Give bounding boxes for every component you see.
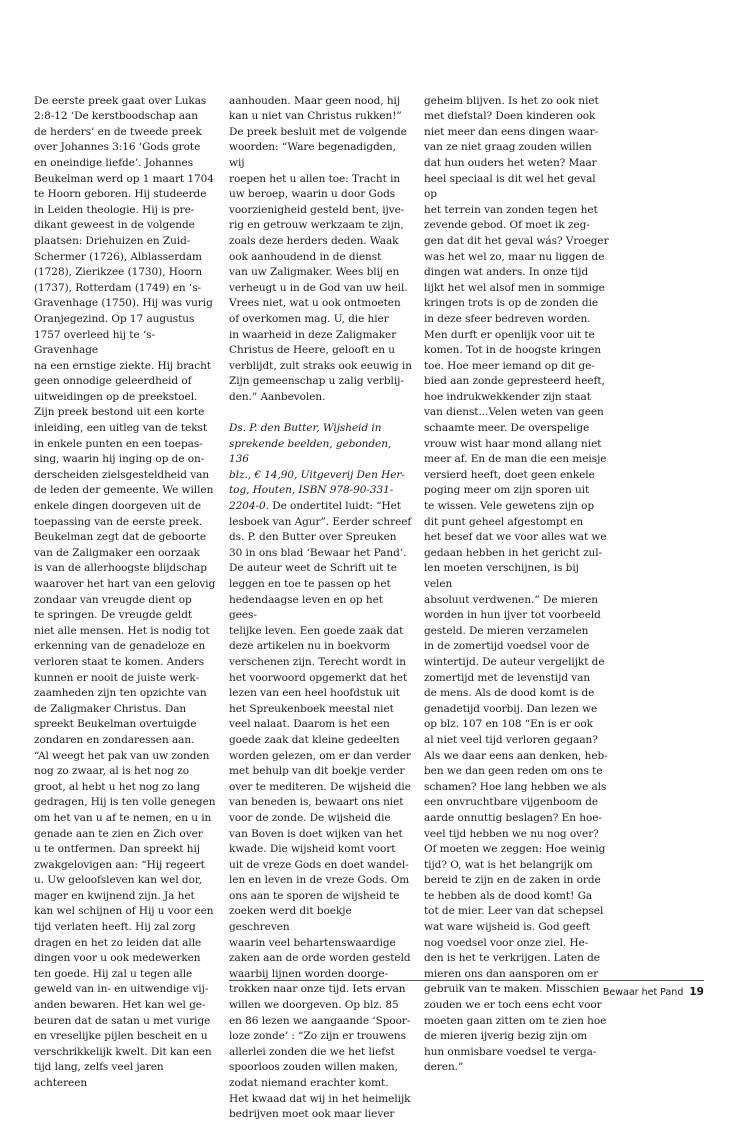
text-column-1 bbox=[34, 78, 219, 1107]
book-review-paragraph: De ondertitel luidt: “Het lesboek van Agur”. Eerder schreef ds. P. den Butter over Spreuken 30 in ons blad ‘Bewaar het Pand’. De auteur weet de Schrift uit te leggen en toe te passen op het hedendaagse leven en op het gees- telijke leven. Een goede zaak dat deze artikelen nu in boekvorm verschenen zijn. Terecht wordt in het voorwoord opgemerkt dat het lezen van een heel hoofdstuk uit het Spreukenboek meestal niet veel nalaat. Daarom is het een goede zaak dat kleine gedeelten worden gelezen, om er dan verder met behulp van dit boekje verder over te mediteren. De wijsheid die van beneden is, bewaart ons niet voor de zonde. De wijsheid die van Boven is doet wijken van het kwade. Die wijsheid komt voort uit de vreze Gods en doet wandel- len en leven in de vreze Gods. Om ons aan te sporen de wijsheid te zoeken werd dit boekje geschreven waarin veel behartenswaardige zaken aan de orde worden gesteld waarbij lijnen worden doorge- trokken naar onze tijd. Iets ervan willen we doorgeven. Op blz. 85 en 86 lezen we aangaande ‘Spoor- loze zonde’ : “Zo zijn er trouwens allerlei zonden die we het liefst spoorloos zouden willen maken, zodat niemand erachter komt. Het kwaad dat wij in het heimelijk bedrijven moet ook maar liever bbox=[229, 500, 412, 1121]
publication-name: Bewaar het Pand bbox=[602, 987, 684, 998]
text-column-3 bbox=[424, 78, 609, 1092]
footer-rule bbox=[229, 980, 704, 981]
text-column-2 bbox=[229, 78, 414, 1138]
page-footer bbox=[603, 986, 704, 998]
preek-conclusion-paragraph: aanhouden. Maar geen nood, hij kan u niet van Christus rukken!” De preek besluit met de volgende woorden: “Ware begenadigden, wij roepen het u allen toe: Tracht in uw beroep, waarin u door Gods voorzienigheid gesteld bent, ijve- rig en getrouw werkzaam te zijn, zoals deze herders deden. Waak ook aanhoudend in de dienst van uw Zaligmaker. Wees blij en verheugt u in de God van uw heil. Vrees niet, wat u ook ontmoeten of overkomen mag. U, die hier in waarheid in deze Zaligmaker Christus de Heere, gelooft en u verblijdt, zult straks ook eeuwig in Zijn gemeenschap u zalig verblij- den.” Aanbevolen. bbox=[229, 94, 412, 403]
column-2-text bbox=[229, 94, 414, 1123]
book-reference: Ds. P. den Butter, Wijsheid in sprekende beelden, gebonden, 136 blz., € 14,90, Uitgeverij Den Her- tog, Houten, ISBN 978-90-331- 2204-0. bbox=[229, 422, 405, 513]
column-1-text: De eerste preek gaat over Lukas 2:8-12 ‘De kerstboodschap aan de herders’ en de tweede preek over Johannes 3:16 ‘Gods grote en oneindige liefde’. Johannes Beukelman werd op 1 maart 1704 te Hoorn geboren. Hij studeerde in Leiden theologie. Hij is pre- dikant geweest in de volgende plaatsen: Driehuizen en Zuid- Schermer (1726), Alblasserdam (1728), Zierikzee (1730), Hoorn (1737), Rotterdam (1749) en ‘s- Gravenhage (1750). Hij was vurig Oranjegezind. Op 17 augustus 1757 overleed hij te ‘s- Gravenhage na een ernstige ziekte. Hij bracht geen onnodige geleerdheid of uitweidingen op de preekstoel. Zijn preek bestond uit een korte inleiding, een uitleg van de tekst in enkele punten en een toepas- sing, waarin hij inging op de on- derscheiden zielsgesteldheid van de leden der gemeente. We willen enkele dingen doorgeven uit de toepassing van de eerste preek. Beukelman zegt dat de geboorte van de Zaligmaker een oorzaak is van de allerhoogste blijdschap waarover het hart van een gelovig zondaar van vreugde dient op te springen. De vreugde geldt niet alle mensen. Het is nodig tot erkenning van de genadeloze en verloren staat te komen. Anders kunnen er nooit de juiste werk- zaamheden zijn ten opzichte van de Zaligmaker Christus. Dan spreekt Beukelman overtuigde zondaren en zondaressen aan. “Al weegt het pak van uw zonden nog zo zwaar, al is het nog zo groot, al hebt u het nog zo lang gedragen, Hij is ten volle genegen om het van u af te nemen, en u in genade aan te zien en Zich over u te ontfermen. Dan spreekt hij zwakgelovigen aan: “Hij regeert u. Uw geloofsleven kan wel dor, mager en kwijnend zijn. Ja het kan wel schijnen of Hij u voor een tijd verlaten heeft. Hij zal zorg dragen en het zo leiden dat alle dingen voor u ook medewerken ten goede. Hij zal u tegen alle geweld van in- en uitwendige vij- anden bewaren. Het kan wel ge- beuren dat de satan u met vurige en vreselijke pijlen bescheit en u verschrikkelijk kwelt. Dit kan een tijd lang, zelfs veel jaren achtereen bbox=[34, 94, 216, 1089]
page-number: 19 bbox=[689, 986, 704, 998]
column-3-text: geheim blijven. Is het zo ook niet met diefstal? Doen kinderen ook niet meer dan eens dingen waar- van ze niet graag zouden willen dat hun ouders het weten? Maar heel speciaal is dit wel het geval op het terrein van zonden tegen het zevende gebod. Of moet ik zeg- gen dat dit het geval wás? Vroeger was het wel zo, maar nu liggen de dingen wat anders. In onze tijd lijkt het wel alsof men in sommige kringen trots is op de zonden die in deze sfeer bedreven worden. Men durft er openlijk voor uit te komen. Tot in de hoogste kringen toe. Hoe meer iemand op dit ge- bied aan zonde gepresteerd heeft, hoe indrukwekkender zijn staat van dienst...Velen weten van geen schaamte meer. De overspelige vrouw wist haar mond allang niet meer af. En de man die een meisje versierd heeft, doet geen enkele poging meer om zijn sporen uit te wissen. Vele gewetens zijn op dit punt geheel afgestompt en het besef dat we voor alles wat we gedaan hebben in het gericht zul- len moeten verschijnen, is bij velen absoluut verdwenen.” De mieren worden in hun ijver tot voorbeeld gesteld. De mieren verzamelen in de zomertijd voedsel voor de wintertijd. De auteur vergelijkt de zomertijd met de levenstijd van de mens. Als de dood komt is de genadetijd voorbij. Dan lezen we op blz. 107 en 108 “En is er ook al niet veel tijd verloren gegaan? Als we daar eens aan denken, heb- ben we dan geen reden om ons te schamen? Hoe lang hebben we als een onvruchtbare vijgenboom de aarde onnuttig beslagen? En hoe- veel tijd hebben we nu nog over? Of moeten we zeggen: Hoe weinig tijd? O, wat is het belangrijk om bereid te zijn en de zaken in orde te hebben als de dood komt! Ga tot de mier. Leer van dat schepsel wat ware wijsheid is. God geeft nog voedsel voor onze ziel. He- den is het te verkrijgen. Laten de mieren ons dan aansporen om er gebruik van te maken. Misschien zouden we er toch eens echt voor moeten gaan zitten om te zien hoe de mieren ijverig bezig zijn om hun onmisbare voedsel te verga- deren.” bbox=[424, 94, 609, 1074]
